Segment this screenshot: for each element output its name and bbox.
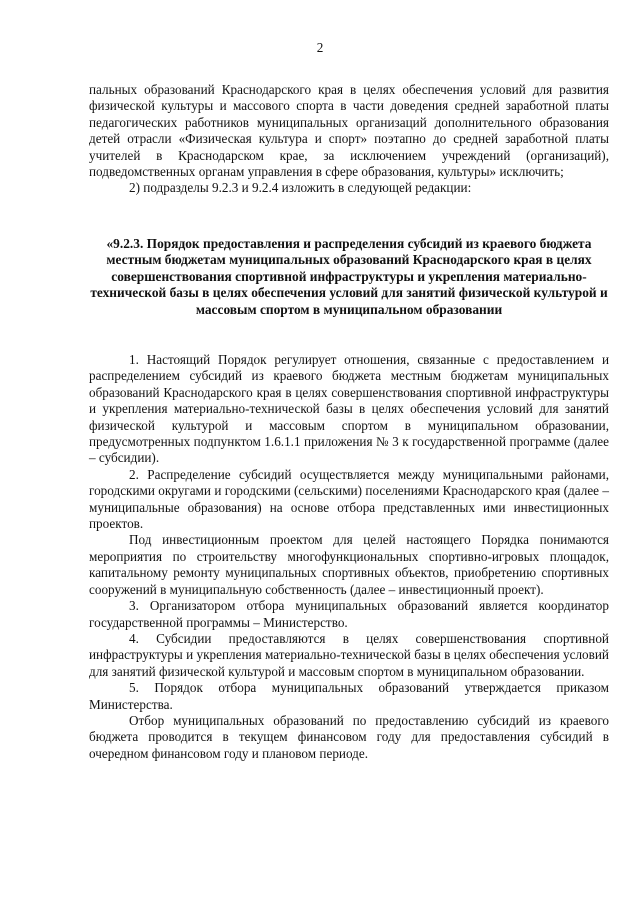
body-paragraph: Отбор муниципальных образований по предоставлению субсидий из краевого бюджета проводится в текущем финансовом году для предоставления субсидий в очередном финансовом году и плановом периоде. xyxy=(89,712,609,761)
body-paragraph: 5. Порядок отбора муниципальных образований утверждается приказом Министерства. xyxy=(89,680,609,712)
body-paragraph: 3. Организатором отбора муниципальных образований является координатор государственной программы – Министерство. xyxy=(89,598,609,630)
intro-paragraph: пальных образований Краснодарского края в целях обеспечения условий для развития физической культуры и массового спорта в части доведения средней заработной платы педагогических работников муниципальных организаций дополнительного образования детей отрасли «Физическая культура и спорт» поэтапно до средней заработной платы учителей в Краснодарском крае, за исключением учреждений (организаций), подведомственных органам управления в сфере образования, культуры» исключить; xyxy=(89,82,609,180)
intro-paragraph: 2) подразделы 9.2.3 и 9.2.4 изложить в следующей редакции: xyxy=(129,180,472,196)
body-paragraph: Под инвестиционным проектом для целей настоящего Порядка понимаются мероприятия по строительству многофункциональных спортивно-игровых площадок, капитальному ремонту муниципальных спортивных объектов, приобретению спортивных сооружений в муниципальную собственность (далее – инвестиционный проект). xyxy=(89,532,609,597)
intro-section xyxy=(89,82,609,197)
page-number: 2 xyxy=(316,40,324,55)
body-paragraph: 1. Настоящий Порядок регулирует отношения, связанные с предоставлением и распределением субсидий из краевого бюджета местным бюджетам муниципальных образований Краснодарского края в целях совершенствования спортивной инфраструктуры и укрепления материально-технической базы в целях обеспечения условий для занятий физической культурой и массовым спортом в муниципальном образовании, предусмотренных подпунктом 1.6.1.1 приложения № 3 к государственной программе (далее – субсидии). xyxy=(89,352,609,466)
body-paragraph: 2. Распределение субсидий осуществляется между муниципальными районами, городскими округами и городскими (сельскими) поселениями Краснодарского края (далее – муниципальные образования) на основе отбора представленных ими инвестиционных проектов. xyxy=(89,466,609,532)
body-paragraph: 4. Субсидии предоставляются в целях совершенствования спортивной инфраструктуры и укрепления материально-технической базы в целях обеспечения условий для занятий физической культурой и массовым спортом в муниципальном образовании. xyxy=(89,630,609,679)
body-section xyxy=(89,352,609,762)
section-heading: «9.2.3. Порядок предоставления и распределения субсидий из краевого бюджета местным бюджетам муниципальных образований Краснодарского края в целях совершенствования спортивной инфраструктуры и укрепления материально-технической базы в целях обеспечения условий для занятий физической культурой и массовым спортом в муниципальном образовании xyxy=(90,236,608,317)
